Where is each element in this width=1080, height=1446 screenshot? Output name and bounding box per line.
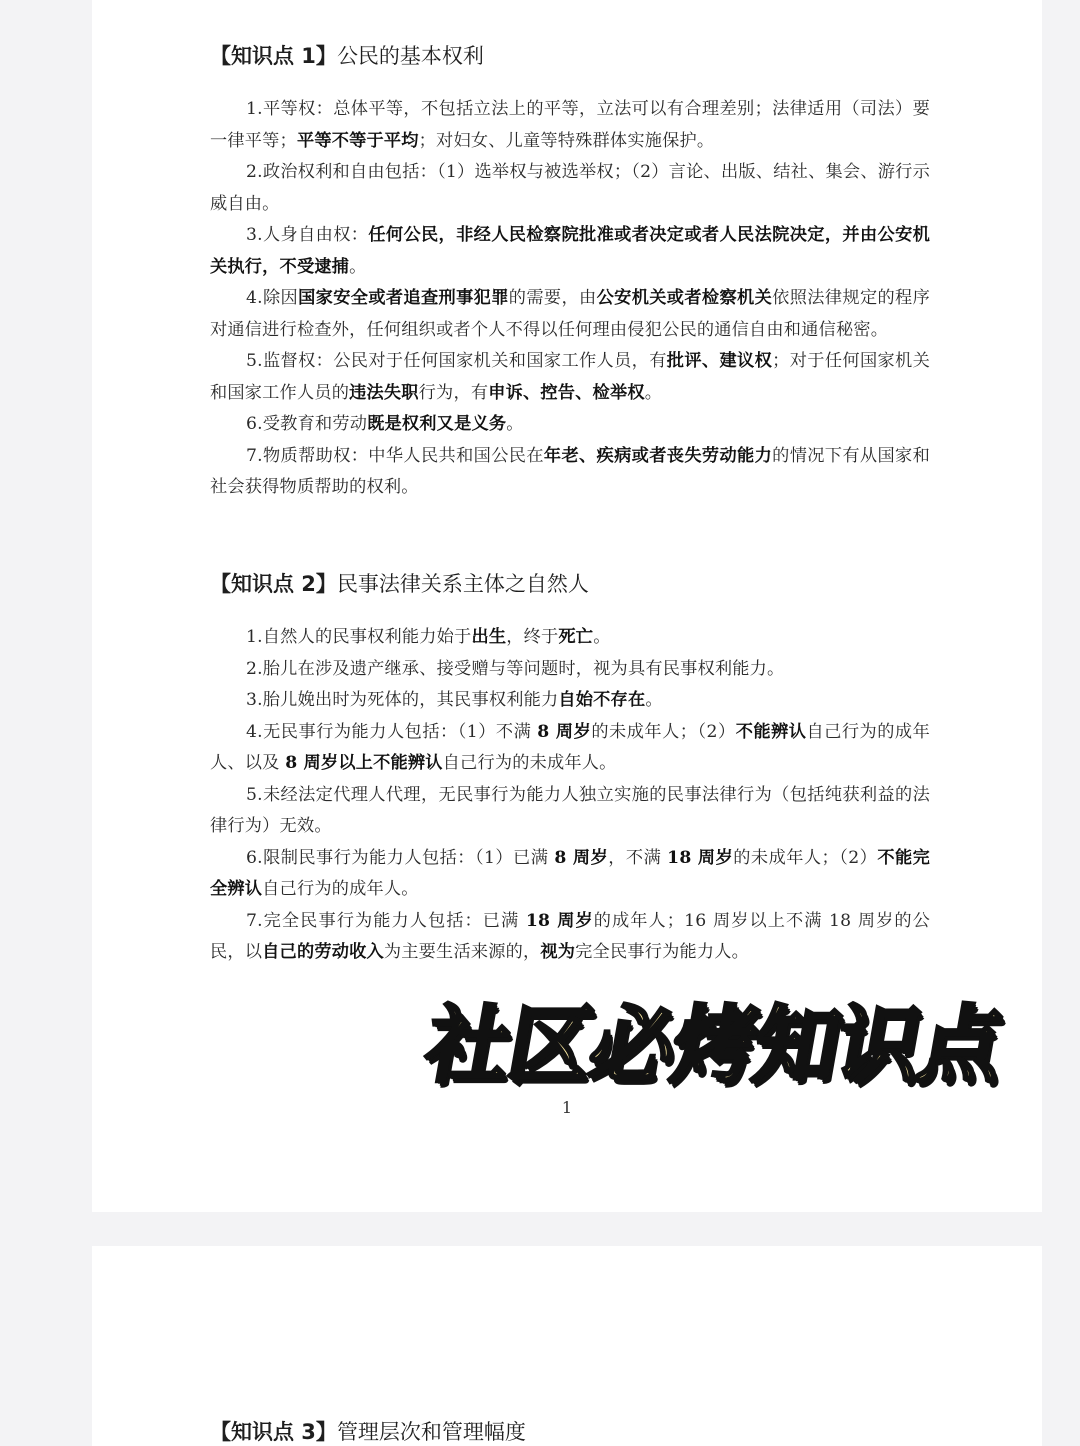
list-item (210, 409, 930, 441)
page-number: 1 (561, 1098, 573, 1117)
body-text: 。 (349, 256, 367, 277)
emphasis-text: 批评、建议权 (666, 351, 773, 371)
emphasis-text: 8 周岁以上不能辨认 (285, 753, 443, 773)
list-item (210, 654, 930, 686)
list-item (210, 906, 930, 969)
section-body-2 (210, 622, 930, 969)
body-text: 7.物质帮助权：中华人民共和国公民在 (246, 445, 544, 466)
body-text: ；对妇女、儿童等特殊群体实施保护。 (418, 130, 715, 151)
body-text: ，终于 (506, 627, 559, 647)
emphasis-text: 出生 (471, 627, 507, 647)
list-item (210, 843, 930, 906)
list-item (210, 346, 930, 409)
list-item (210, 220, 930, 283)
emphasis-text: 不能辨认 (735, 721, 807, 742)
list-item (210, 94, 930, 157)
body-text: ；对于任何国家机关和国家工作人员的 (210, 351, 931, 403)
section-heading-3 (210, 1416, 526, 1446)
emphasis-text: 自己的劳动收入 (262, 942, 384, 962)
emphasis-text: 既是权利又是义务 (367, 414, 507, 434)
body-text: 4.除因 (246, 288, 299, 308)
body-text: 的需要，由 (508, 288, 597, 308)
body-text: 完全民事行为能力人。 (575, 942, 750, 962)
emphasis-text: 18 周岁 (525, 910, 594, 931)
body-text: 的未成年人；（2） (591, 721, 736, 742)
body-text: 2.胎儿在涉及遗产继承、接受赠与等问题时，视为具有民事权利能力。 (246, 658, 785, 679)
body-text: 。 (644, 382, 663, 403)
list-item (210, 622, 930, 654)
body-text: 3.人身自由权： (246, 225, 369, 245)
emphasis-text: 公安机关或者检察机关 (596, 288, 773, 308)
emphasis-text: 年老、疾病或者丧失劳动能力 (543, 445, 773, 466)
body-text: 依照法律规定的程序对通信进行检查外，任何组织或者个人不得以任何理由侵犯公民的通信自由和通信秘密。 (210, 288, 930, 340)
body-text: 自己行为的未成年人。 (442, 753, 617, 773)
heading-title: 民事法律关系主体之自然人 (336, 572, 589, 596)
emphasis-text: 自始不存在 (558, 690, 646, 710)
body-text: 5.未经法定代理人代理，无民事行为能力人独立实施的民事法律行为（包括纯获利益的法律行为）无效。 (210, 784, 930, 836)
heading-title: 公民的基本权利 (336, 44, 484, 68)
body-text: 1.平等权：总体平等，不包括立法上的平等，立法可以有合理差别；法律适用（司法）要一律平等； (210, 99, 930, 151)
list-item (210, 157, 930, 220)
emphasis-text: 不能完全辨认 (210, 847, 931, 899)
list-item (210, 283, 930, 346)
section-body-1 (210, 94, 930, 504)
body-text: ，不满 (608, 847, 668, 868)
body-text: 自己行为的成年人、以及 (210, 721, 930, 773)
emphasis-text: 国家安全或者追查刑事犯罪 (298, 288, 509, 308)
body-text: 6.受教育和劳动 (246, 414, 368, 434)
body-text: 为主要生活来源的， (383, 942, 541, 962)
body-text: 3.胎儿娩出时为死体的，其民事权利能力 (246, 690, 559, 710)
body-text: 的情况下有从国家和社会获得物质帮助的权利。 (210, 445, 930, 497)
heading-tag: 【知识点 1】 (210, 44, 337, 68)
body-text: 7.完全民事行为能力人包括：已满 (246, 910, 526, 931)
heading-tag: 【知识点 2】 (210, 572, 337, 596)
emphasis-text: 任何公民，非经人民检察院批准或者决定或者人民法院决定，并由公安机关执行，不受逮捕 (210, 225, 931, 277)
body-text: 。 (593, 627, 611, 647)
emphasis-text: 平等不等于平均 (296, 130, 419, 151)
list-item (210, 780, 930, 843)
body-text: 4.无民事行为能力人包括：（1）不满 (246, 721, 538, 742)
emphasis-text: 违法失职 (349, 382, 419, 403)
body-text: 。 (645, 690, 663, 710)
section-heading-1 (210, 40, 484, 70)
heading-tag: 【知识点 3】 (210, 1420, 337, 1444)
body-text: 5.监督权：公民对于任何国家机关和国家工作人员，有 (246, 351, 667, 371)
heading-title: 管理层次和管理幅度 (336, 1420, 526, 1444)
body-text: 的成年人；16 周岁以上不满 18 周岁的公民，以 (210, 910, 930, 962)
section-heading-2 (210, 568, 589, 598)
body-text: 的未成年人；（2） (733, 847, 878, 868)
emphasis-text: 视为 (540, 942, 576, 962)
body-text: 1.自然人的民事权利能力始于 (246, 627, 472, 647)
emphasis-text: 8 周岁 (537, 721, 592, 742)
list-item (210, 717, 930, 780)
emphasis-text: 8 周岁 (554, 847, 609, 868)
body-text: 2.政治权利和自由包括：（1）选举权与被选举权；（2）言论、出版、结社、集会、游行示威自由。 (210, 162, 930, 214)
emphasis-text: 18 周岁 (667, 847, 734, 868)
document-page-2 (92, 1246, 1042, 1446)
body-text: 。 (506, 414, 524, 434)
list-item (210, 685, 930, 717)
body-text: 自己行为的成年人。 (262, 879, 419, 899)
overlay-stamp-text: 社区必烤知识点 (418, 996, 1010, 1094)
body-text: 行为，有 (418, 382, 489, 403)
emphasis-text: 申诉、控告、检举权 (488, 382, 645, 403)
list-item (210, 441, 930, 504)
emphasis-text: 死亡 (558, 627, 594, 647)
body-text: 6.限制民事行为能力人包括：（1）已满 (246, 847, 555, 868)
